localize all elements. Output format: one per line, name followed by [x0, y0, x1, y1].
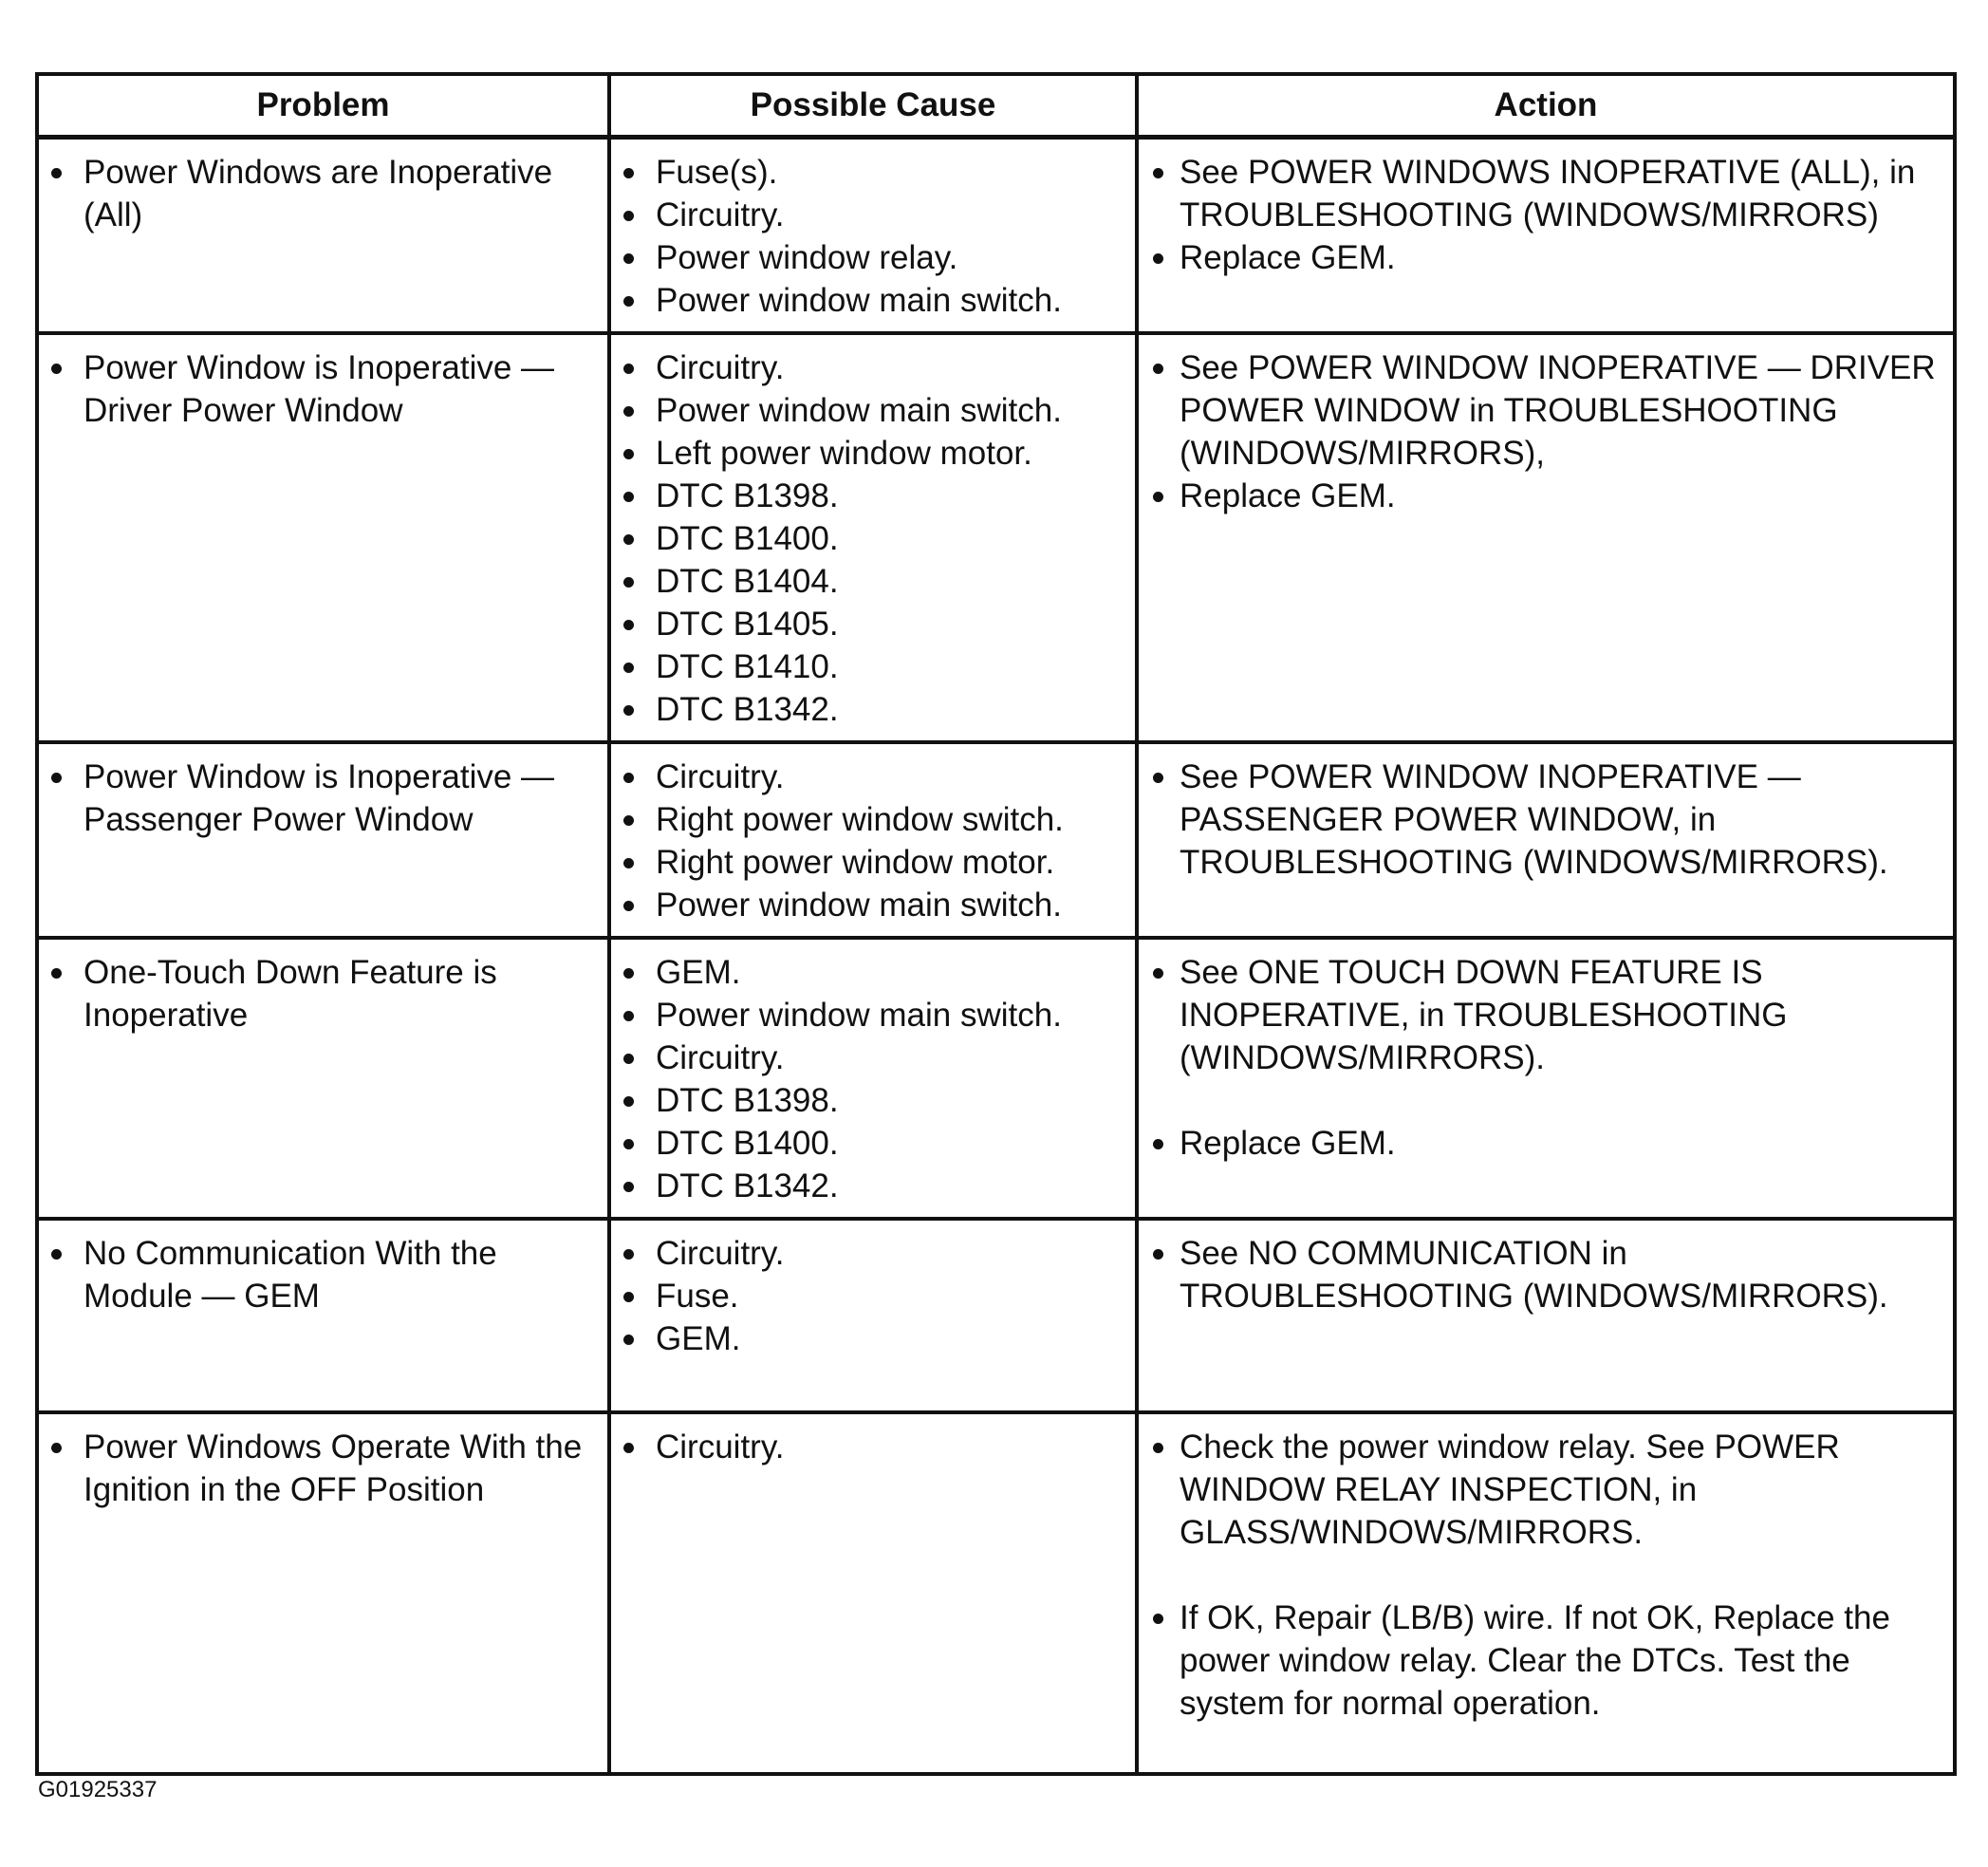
problem-list — [39, 151, 607, 236]
action-item: See POWER WINDOW INOPERATIVE — PASSENGER POWER WINDOW, in TROUBLESHOOTING (WINDOWS/MIRRORS). — [1139, 756, 1953, 884]
cause-list — [611, 151, 1135, 322]
cause-cell — [609, 742, 1137, 938]
cause-item: Circuitry. — [611, 346, 1135, 389]
cause-item: Power window main switch. — [611, 389, 1135, 432]
table-row — [37, 742, 1955, 938]
problem-item: Power Window is Inoperative — Driver Power Window — [39, 346, 607, 432]
action-cell — [1137, 742, 1955, 938]
action-item: See POWER WINDOW INOPERATIVE — DRIVER POWER WINDOW in TROUBLESHOOTING (WINDOWS/MIRRORS), — [1139, 346, 1953, 475]
header-row — [37, 74, 1955, 138]
cause-item: Power window relay. — [611, 236, 1135, 279]
cause-cell — [609, 138, 1137, 334]
action-item: Replace GEM. — [1139, 236, 1953, 279]
problem-list — [39, 1426, 607, 1511]
cause-cell — [609, 333, 1137, 742]
problem-cell — [37, 1219, 609, 1412]
cause-item: Circuitry. — [611, 756, 1135, 798]
header-problem: Problem — [37, 74, 609, 138]
action-cell — [1137, 138, 1955, 334]
action-list — [1139, 151, 1953, 279]
action-item: If OK, Repair (LB/B) wire. If not OK, Replace the power window relay. Clear the DTCs. Test the system for normal operation. — [1139, 1596, 1953, 1725]
cause-item: DTC B1342. — [611, 1165, 1135, 1207]
cause-item: GEM. — [611, 951, 1135, 994]
table-row — [37, 1412, 1955, 1774]
action-cell — [1137, 1412, 1955, 1774]
cause-item: DTC B1398. — [611, 475, 1135, 517]
problem-list — [39, 951, 607, 1036]
cause-item: Circuitry. — [611, 1426, 1135, 1468]
problem-item: One-Touch Down Feature is Inoperative — [39, 951, 607, 1036]
cause-item: Circuitry. — [611, 1036, 1135, 1079]
cause-item: DTC B1400. — [611, 517, 1135, 560]
action-item: Check the power window relay. See POWER WINDOW RELAY INSPECTION, in GLASS/WINDOWS/MIRRORS. — [1139, 1426, 1953, 1554]
cause-cell — [609, 1219, 1137, 1412]
action-item: Replace GEM. — [1139, 475, 1953, 517]
action-list — [1139, 951, 1953, 1165]
action-item: See NO COMMUNICATION in TROUBLESHOOTING (WINDOWS/MIRRORS). — [1139, 1232, 1953, 1317]
table-row — [37, 938, 1955, 1219]
header-action: Action — [1137, 74, 1955, 138]
action-item: See ONE TOUCH DOWN FEATURE IS INOPERATIVE, in TROUBLESHOOTING (WINDOWS/MIRRORS). — [1139, 951, 1953, 1079]
cause-item: Circuitry. — [611, 194, 1135, 236]
cause-item: DTC B1410. — [611, 645, 1135, 688]
cause-item: DTC B1405. — [611, 603, 1135, 645]
action-cell — [1137, 938, 1955, 1219]
cause-item: DTC B1398. — [611, 1079, 1135, 1122]
problem-list — [39, 756, 607, 841]
cause-list — [611, 951, 1135, 1207]
action-list — [1139, 1232, 1953, 1317]
action-list — [1139, 1426, 1953, 1725]
cause-item: Right power window switch. — [611, 798, 1135, 841]
figure-id: G01925337 — [38, 1777, 158, 1802]
cause-list — [611, 1426, 1135, 1468]
problem-cell — [37, 742, 609, 938]
table-row — [37, 138, 1955, 334]
action-list — [1139, 756, 1953, 884]
problem-cell — [37, 938, 609, 1219]
problem-list — [39, 346, 607, 432]
table-row — [37, 1219, 1955, 1412]
cause-item: Fuse. — [611, 1275, 1135, 1317]
cause-item: GEM. — [611, 1317, 1135, 1360]
cause-item: Power window main switch. — [611, 279, 1135, 322]
cause-cell — [609, 1412, 1137, 1774]
cause-item: Right power window motor. — [611, 841, 1135, 884]
cause-item: Fuse(s). — [611, 151, 1135, 194]
cause-list — [611, 1232, 1135, 1360]
cause-list — [611, 346, 1135, 731]
action-cell — [1137, 1219, 1955, 1412]
cause-item: DTC B1400. — [611, 1122, 1135, 1165]
cause-item: Circuitry. — [611, 1232, 1135, 1275]
diagnostic-table — [35, 72, 1957, 1776]
cause-list — [611, 756, 1135, 926]
cause-cell — [609, 938, 1137, 1219]
cause-item: Left power window motor. — [611, 432, 1135, 475]
action-item: See POWER WINDOWS INOPERATIVE (ALL), in TROUBLESHOOTING (WINDOWS/MIRRORS) — [1139, 151, 1953, 236]
problem-cell — [37, 333, 609, 742]
problem-item: Power Windows are Inoperative (All) — [39, 151, 607, 236]
header-possible-cause: Possible Cause — [609, 74, 1137, 138]
cause-item: Power window main switch. — [611, 994, 1135, 1036]
problem-item: No Communication With the Module — GEM — [39, 1232, 607, 1317]
action-list — [1139, 346, 1953, 517]
problem-cell — [37, 1412, 609, 1774]
problem-item: Power Windows Operate With the Ignition in the OFF Position — [39, 1426, 607, 1511]
problem-cell — [37, 138, 609, 334]
problem-list — [39, 1232, 607, 1317]
table-row — [37, 333, 1955, 742]
action-item: Replace GEM. — [1139, 1122, 1953, 1165]
problem-item: Power Window is Inoperative — Passenger Power Window — [39, 756, 607, 841]
cause-item: DTC B1404. — [611, 560, 1135, 603]
action-cell — [1137, 333, 1955, 742]
cause-item: Power window main switch. — [611, 884, 1135, 926]
cause-item: DTC B1342. — [611, 688, 1135, 731]
